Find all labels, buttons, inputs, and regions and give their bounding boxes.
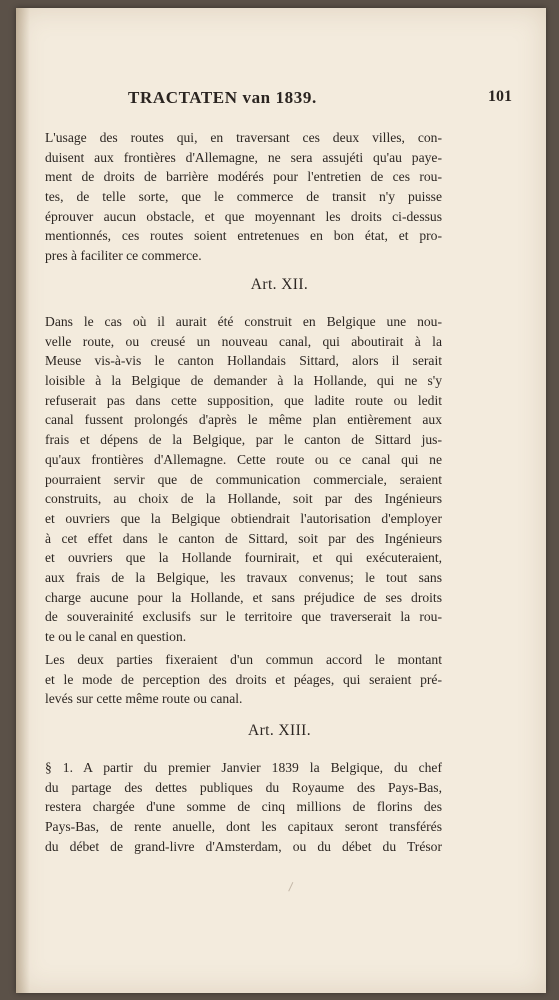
running-head-title: TRACTATEN van 1839. (128, 88, 317, 107)
text-line: à cet effet dans le canton de Sittard, soit par des Ingénieurs (45, 530, 442, 546)
text-line: et ouvriers que la Belgique obtiendrait l'autorisation d'employer (45, 510, 442, 526)
running-head (128, 88, 512, 112)
text-line: et le mode de perception des droits et péages, qui seraient pré- (45, 671, 442, 687)
paragraph-article-13 (45, 758, 442, 856)
text-line: tes, de telle sorte, que le commerce de transit n'y puisse (45, 189, 442, 205)
text-line: et ouvriers que la Hollande fournirait, et qui exécuteraient, (45, 550, 442, 566)
text-line: velle route, ou creusé un nouveau canal, qui aboutirait à la (45, 333, 442, 349)
text-line: du débet de grand-livre d'Amsterdam, ou du débet du Trésor (45, 838, 442, 854)
text-line: levés sur cette même route ou canal. (45, 691, 243, 707)
text-line: canal fussent prolongés d'après le même plan entièrement aux (45, 412, 442, 428)
text-line: de souverainité exclusifs sur le territoire que traverserait la rou- (45, 609, 442, 625)
text-line: L'usage des routes qui, en traversant ces deux villes, con- (45, 130, 442, 145)
page-number: 101 (488, 88, 512, 105)
text-line: Les deux parties fixeraient d'un commun accord le montant (45, 652, 442, 667)
text-line: frais et dépens de la Belgique, par le canton de Sittard jus- (45, 432, 442, 448)
text-line: loisible à la Belgique de demander à la Hollande, qui ne s'y (45, 373, 442, 389)
text-line: qu'aux frontières d'Allemagne. Cette route ou ce canal qui ne (45, 451, 442, 467)
text-line: mentionnés, ces routes soient entretenues en bon état, et pro- (45, 228, 442, 244)
text-line: Dans le cas où il aurait été construit en Belgique une nou- (45, 314, 442, 329)
paragraph-article-11-continued (45, 128, 442, 266)
article-12-heading: Art. XII. (250, 276, 309, 293)
text-line: pres à faciliter ce commerce. (45, 248, 202, 264)
text-line: Meuse vis-à-vis le canton Hollandais Sittard, alors il serait (45, 353, 442, 369)
page-spine-shadow (16, 8, 30, 993)
text-line: § 1. A partir du premier Janvier 1839 la Belgique, du chef (45, 760, 442, 775)
text-line: refuserait pas dans cette supposition, que ladite route ou ledit (45, 392, 442, 408)
text-line: te ou le canal en question. (45, 629, 187, 644)
text-line: pourraient servir que de communication commerciale, seraient (45, 471, 442, 487)
article-13-heading: Art. XIII. (248, 722, 311, 739)
text-line: aux frais de la Belgique, les travaux convenus; le tout sans (45, 569, 442, 585)
text-line: Pays-Bas, de rente anuelle, dont les capitaux seront transférés (45, 819, 442, 835)
text-line: restera chargée d'une somme de cinq millions de florins des (45, 799, 442, 815)
text-line: du partage des dettes publiques du Royaume des Pays-Bas, (45, 779, 442, 795)
paragraph-article-12 (45, 312, 442, 647)
text-line: éprouver aucun obstacle, et que moyennant les droits ci-dessus (45, 208, 442, 224)
paragraph-tolls (45, 650, 442, 709)
text-line: construits, au choix de la Hollande, soit par des Ingénieurs (45, 491, 442, 507)
text-line: ment de droits de barrière modérés pour l'entretien de ces rou- (45, 169, 442, 185)
text-line: charge aucune pour la Hollande, et sans préjudice de ses droits (45, 589, 442, 605)
text-line: duisent aux frontières d'Allemagne, ne sera assujéti qu'au paye- (45, 149, 442, 165)
